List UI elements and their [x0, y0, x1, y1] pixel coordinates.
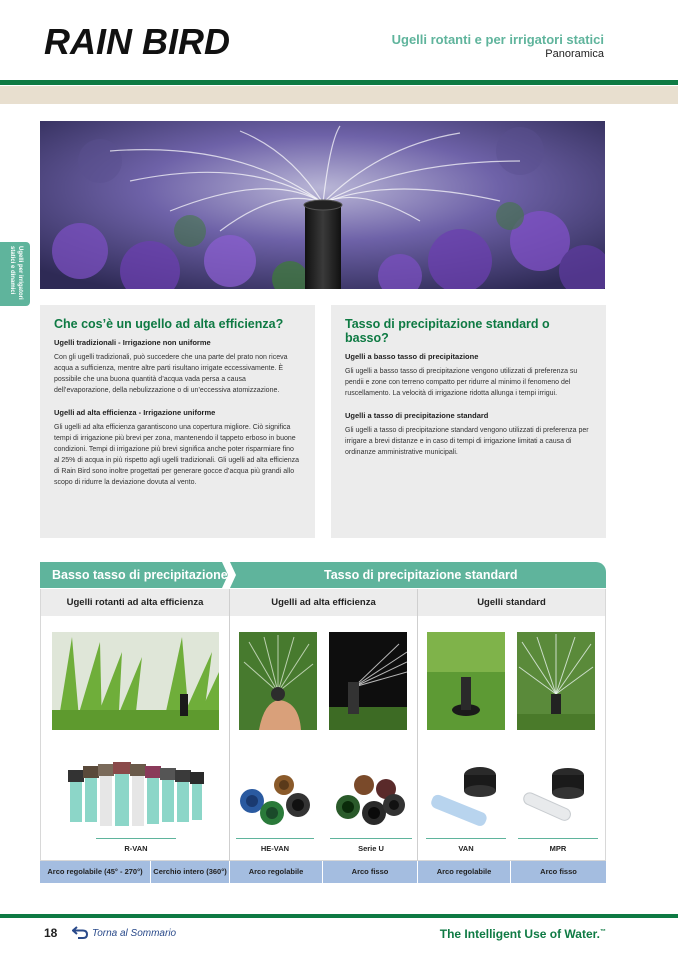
arc-cell: Cerchio intero (360°)	[153, 867, 227, 876]
right-box-section2-title: Ugelli a tasso di precipitazione standard	[345, 411, 489, 420]
photo-rvan-garden	[52, 632, 219, 730]
footer-rule	[0, 914, 678, 918]
product-rvan-nozzles	[65, 760, 207, 832]
left-box-section1-text: Con gli ugelli tradizionali, può succedere che una parte del prato non riceva acqua a sufficienza, mentre altre parti risultano irrigate eccessivamente. È possibile che una buona quantità d’acqua vada persa a causa dell’evaporazione, della nebulizzazione o di un’eccessiva atomizzazione.	[54, 354, 288, 394]
product-label-mpr: MPR	[549, 844, 567, 853]
table-header-standard	[220, 562, 606, 588]
subheader-rotary: Ugelli rotanti ad alta efficienza	[41, 589, 229, 616]
hero-sprinkler-photo	[40, 121, 605, 289]
table-header-low	[40, 562, 230, 588]
arc-cell: Arco fisso	[351, 867, 389, 876]
rain-bird-logo	[44, 16, 264, 62]
arc-separator	[150, 861, 151, 883]
arc-cell: Arco regolabile	[248, 867, 304, 876]
arc-separator	[417, 861, 418, 883]
right-box-title: Tasso di precipitazione standard o basso?	[345, 317, 550, 345]
photo-series-u-spray	[329, 632, 407, 730]
arc-cell: Arco regolabile	[436, 867, 492, 876]
photo-mpr-spray	[517, 632, 595, 730]
left-box-section2-title: Ugelli ad alta efficienza - Irrigazione uniforme	[54, 408, 216, 417]
right-box-section2-text: Gli ugelli a tasso di precipitazione standard vengono utilizzati di preferenza per irrigare a brevi distanze e in caso di tempi di irrigazione limitati a causa di ordinanze amministrative municipali.	[345, 427, 589, 456]
product-label-van: VAN	[458, 844, 474, 853]
left-box-section1-title: Ugelli tradizionali - Irrigazione non uniforme	[54, 338, 211, 347]
product-hevan-nozzles	[236, 775, 316, 827]
return-arrow-icon[interactable]	[72, 925, 88, 939]
photo-van-lawn	[427, 632, 505, 730]
footer-tagline	[440, 927, 606, 941]
arc-cell: Arco regolabile (45° - 270°)	[47, 867, 143, 876]
product-label-rvan: R-VAN	[124, 844, 148, 853]
brand-text: RAIN BIRD	[44, 21, 230, 62]
section-side-tab[interactable]	[0, 242, 30, 306]
table-header-divider	[222, 562, 236, 588]
header-band	[0, 86, 678, 104]
right-box-section1-text: Gli ugelli a basso tasso di precipitazione vengono utilizzati di preferenza su pendii e zone con terreno compatto per ridurre al minimo il fenomeno del ruscellamento. La velocità di irrigazione ridotta allunga i tempi irrigui.	[345, 368, 578, 397]
product-van-nozzle	[428, 763, 506, 833]
tagline-text: The Intelligent Use of Water.	[439, 927, 600, 941]
arc-separator	[229, 861, 230, 883]
subheader-standard: Ugelli standard	[418, 589, 605, 616]
arc-cell: Arco fisso	[540, 867, 577, 876]
product-label-series-u: Serie U	[358, 844, 384, 853]
page-header-subtitle: Panoramica	[545, 48, 604, 60]
product-mpr-nozzle	[518, 763, 596, 833]
page-number: 18	[44, 926, 58, 940]
right-box-section1-title: Ugelli a basso tasso di precipitazione	[345, 352, 479, 361]
page-header-title: Ugelli rotanti e per irrigatori statici	[391, 32, 604, 47]
side-tab-label: Ugelli per irrigatori statici e dinamici	[9, 246, 23, 300]
info-box-precipitation-rate	[331, 305, 606, 538]
trademark: ™	[600, 929, 606, 935]
arc-separator	[510, 861, 511, 883]
left-box-section2-text: Gli ugelli ad alta efficienza garantiscono una copertura migliore. Ciò significa tempi di irrigazione più brevi per zona, mantenendo il tappeto erboso in buone condizioni. Tempi di irrigazione più brevi significa anche poter risparmiare fino al 25% di acqua in più rispetto agli ugelli tradizionali. Gli ugelli ad alta efficienza di Rain Bird sono inoltre progettati per generare gocce d’acqua più grandi allo scopo di ridurre la deviazione dovuta al vento.	[54, 424, 300, 486]
product-label-hevan: HE-VAN	[260, 844, 290, 853]
header-rule	[0, 80, 678, 85]
table-header-low-label: Basso tasso di precipitazione	[52, 568, 228, 582]
photo-hevan-hand	[239, 632, 317, 730]
subheader-high-efficiency: Ugelli ad alta efficienza	[230, 589, 417, 616]
info-box-high-efficiency	[40, 305, 315, 538]
column-divider	[417, 589, 418, 861]
column-divider	[229, 589, 230, 861]
left-box-title: Che cos’è un ugello ad alta efficienza?	[54, 317, 284, 331]
arc-separator	[322, 861, 323, 883]
back-to-contents-link[interactable]: Torna al Sommario	[92, 928, 177, 939]
product-series-u-nozzles	[330, 775, 408, 827]
table-header-standard-label: Tasso di precipitazione standard	[324, 568, 518, 582]
